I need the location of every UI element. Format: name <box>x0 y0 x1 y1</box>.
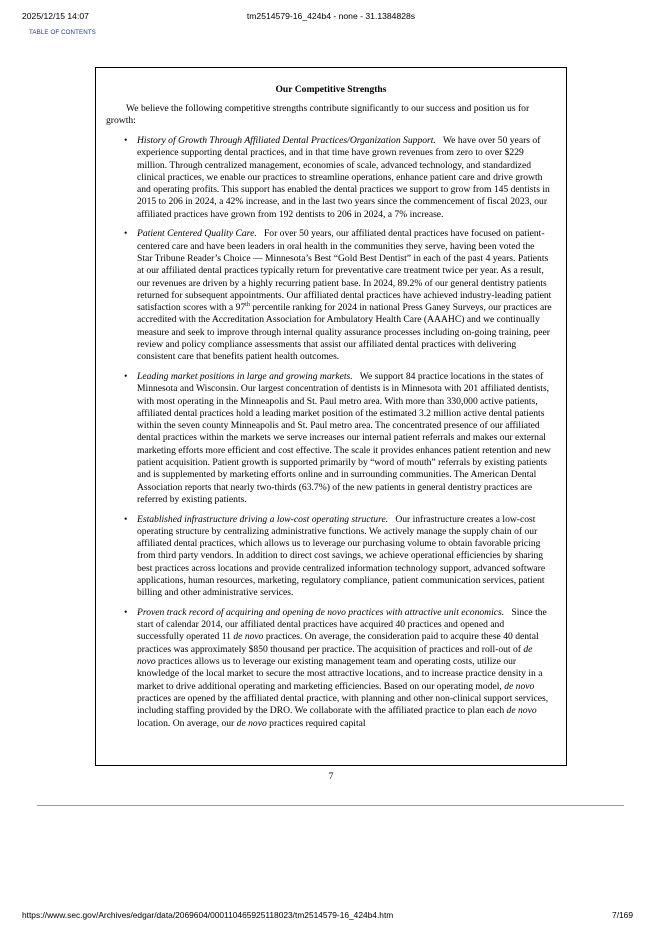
strength-item <box>124 228 552 363</box>
strength-item <box>124 135 552 221</box>
page-number: 7 <box>328 771 334 782</box>
intro-paragraph: We believe the following competitive strengths contribute significantly to our success and position us for growth: <box>106 103 530 127</box>
strength-body-text: practices required capital <box>266 717 366 729</box>
bullet-icon: • <box>124 513 128 525</box>
print-url: https://www.sec.gov/Archives/edgar/data/2069604/000110465925118023/tm2514579-16_424b4.htm <box>22 910 394 920</box>
strength-body-text: de novo <box>236 717 267 729</box>
strength-body-text: de novo <box>506 705 537 717</box>
strength-body-text: de novo <box>137 643 533 668</box>
strength-title: Patient Centered Quality Care. <box>137 228 257 240</box>
document-frame <box>95 67 567 766</box>
strength-item <box>124 607 552 730</box>
bullet-icon: • <box>124 606 128 618</box>
bullet-icon: • <box>124 370 128 382</box>
divider <box>37 805 624 806</box>
strength-title: Established infrastructure driving a low-cost operating structure. <box>137 513 389 525</box>
section-heading: Our Competitive Strengths <box>275 84 387 95</box>
strength-body-text: For over 50 years, our affiliated dental practices have focused on patient-centered care and have been leaders in oral health in the communities they serve, having been voted the Star Tribune Reader’s Choice — Minnesota’s Best “Gold Best Dentist” in each of the past 4 years. Patients at our affiliated dental practices typically return for preventative care treatment twice per year. As a result, our revenues are driven by a highly recurring patient base. In 2024, 89.2% of our general dentistry patients returned for subsequent appointments. Our affiliated dental practices have achieved industry-leading patient satisfaction scores with a 97 <box>137 228 552 314</box>
strength-body-text: de novo <box>504 680 535 692</box>
strength-body-text: practices are opened by the affiliated dental practice, with planning and other non-clinical support services, including staffing provided by the DRO. We collaborate with the affiliated practice to plan each <box>137 692 549 717</box>
strength-body-text: percentile ranking for 2024 in national Press Ganey Surveys, our practices are accredited with the Accreditation Association for Ambulatory Health Care (AAAHC) and we continually measure and seek to improve through internal quality assurance processes including on-going training, peer review and policy compliance assessments that assist our affiliated dental practices with delivering consistent care that benefits patient health outcomes. <box>137 302 552 363</box>
strength-body-text: We support 84 practice locations in the states of Minnesota and Wisconsin. Our largest concentration of dentists is in Minnesota with 201 affiliated dentists, with most operating in the Minneapolis and St. Paul metro area. With more than 330,000 active patients, affiliated dental practices hold a leading market position of the estimated 3.2 million active dental patients within the seven county Minneapolis and St. Paul metro area. The concentrated presence of our affiliated dental practices within the markets we serve increases our internal patient referrals and makes our external marketing efforts more efficient and cost effective. The scale it provides enhances patient retention and new patient acquisition. Patient growth is supported primarily by “word of mouth” referrals by existing patients and is supplemented by marketing efforts online and in surrounding communities. The American Dental Association reports that nearly two-thirds (63.7%) of the new patients in general dentistry practices are referred by existing patients. <box>137 370 551 505</box>
print-datetime: 2025/12/15 14:07 <box>22 11 89 21</box>
strength-title: History of Growth Through Affiliated Dental Practices/Organization Support. <box>137 135 436 146</box>
strength-body-text: practices. On average, the consideration paid to acquire these 40 dental practices was approximately $850 thousand per practice. The acquisition of practices and roll-out of <box>137 631 539 655</box>
bullet-icon: • <box>124 135 128 146</box>
strength-item <box>124 371 552 506</box>
strength-title: Proven track record of acquiring and opening de novo practices with attractive unit economics. <box>137 606 505 618</box>
print-page-title: tm2514579-16_424b4 - none - 31.1384828s <box>246 11 416 21</box>
strength-item <box>124 514 552 600</box>
strength-title: Leading market positions in large and growing markets. <box>137 370 353 382</box>
strength-body-text: Our infrastructure creates a low-cost operating structure by centralizing administrative functions. We actively manage the supply chain of our affiliated dental practices, which allows us to leverage our purchasing volume to obtain favorable pricing from third party vendors. In addition to direct cost savings, we achieve operational efficiencies by sharing best practices across locations and provide centralized information technology support, advanced software applications, human resources, marketing, regulatory compliance, patient communication services, patient billing and other administrative services. <box>137 513 546 599</box>
strength-body-text: location. On average, our <box>137 717 237 729</box>
strength-body-text: practices allows us to leverage our existing management team and operating costs, utilize our knowledge of the local market to secure the most attractive locations, and to increase practice density in a market to drive additional operating and marketing efficiencies. Based on our operating model, <box>137 656 543 692</box>
strengths-list <box>124 135 552 737</box>
print-page-count: 7/169 <box>612 910 633 920</box>
strength-body-text: th <box>245 301 250 308</box>
strength-body-text: Since the start of calendar 2014, our affiliated dental practices have acquired 40 practices and opened and successfully operated 11 <box>137 606 547 643</box>
strength-body-text: We have over 50 years of experience supporting dental practices, and in that time have grown revenues from zero to over $229 million. Through centralized management, economies of scale, advanced technology, and standardized clinical practices, we enable our practices to streamline operations, enhance patient care and drive growth and operating profits. This support has enabled the dental practices we support to grow from 145 dentists in 2015 to 206 in 2024, a 42% increase, and in the last two years since the commencement of fiscal 2023, our affiliated practices have grown from 192 dentists to 206 in 2024, a 7% increase. <box>137 135 550 220</box>
bullet-icon: • <box>124 228 128 240</box>
strength-body-text: de novo <box>233 631 264 643</box>
table-of-contents-link[interactable]: TABLE OF CONTENTS <box>29 29 96 36</box>
